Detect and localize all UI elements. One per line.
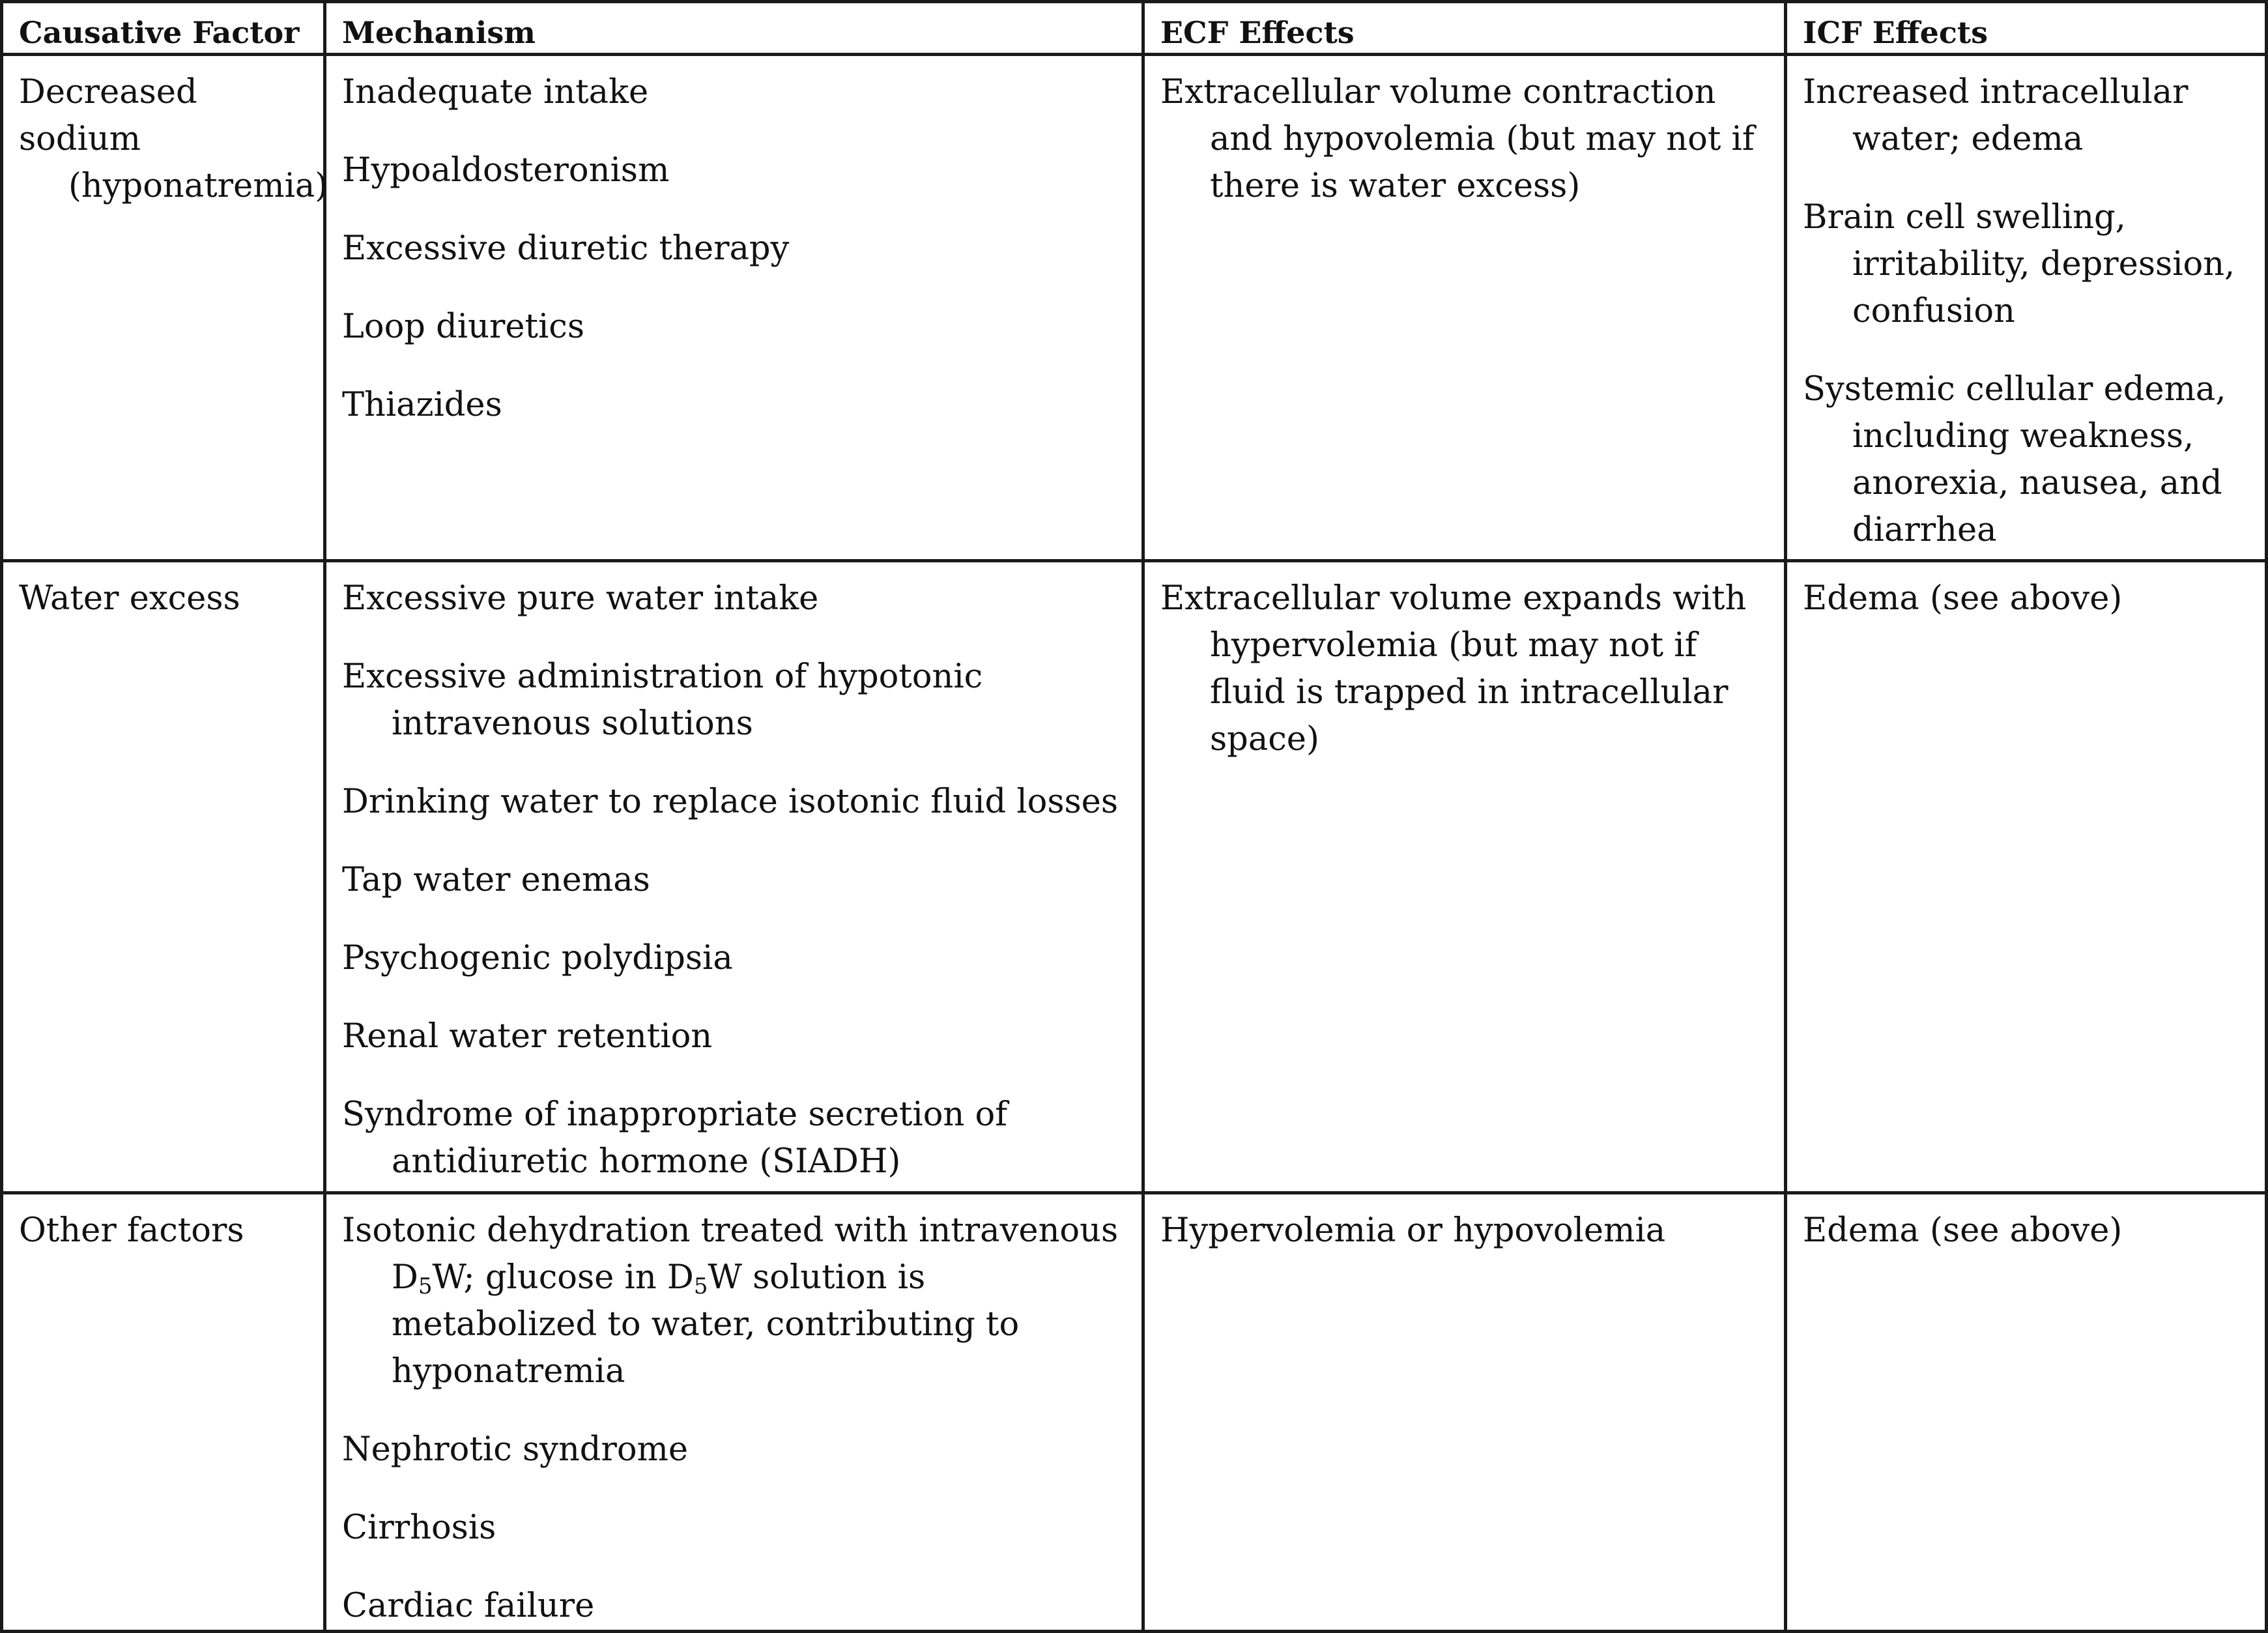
mechanism-item: Cirrhosis bbox=[342, 1509, 496, 1547]
icf-cell bbox=[1786, 1193, 2267, 1632]
mechanism-item: Excessive administration of hypotonic intravenous solutions bbox=[342, 658, 983, 743]
mechanism-cell bbox=[325, 1193, 1143, 1632]
mechanism-item: Nephrotic syndrome bbox=[342, 1430, 689, 1469]
icf-item: Edema (see above) bbox=[1803, 579, 2123, 618]
mechanism-item: Loop diuretics bbox=[342, 308, 585, 346]
ecf-cell bbox=[1143, 55, 1786, 561]
ecf-text: Extracellular volume contraction and hypovolemia (but may not if there is water excess) bbox=[1160, 73, 1755, 205]
mechanism-item: Excessive diuretic therapy bbox=[342, 229, 790, 268]
mechanism-item-d5w bbox=[342, 1207, 1135, 1395]
cause-cell bbox=[2, 1193, 325, 1632]
header-mechanism: Mechanism bbox=[325, 2, 1143, 55]
mechanism-item: Thiazides bbox=[342, 386, 502, 424]
mechanism-item: Cardiac failure bbox=[342, 1587, 595, 1625]
mechanism-item: Tap water enemas bbox=[342, 861, 650, 899]
mechanism-text: W; glucose in D bbox=[432, 1258, 694, 1297]
subscript: 5 bbox=[418, 1273, 433, 1299]
table-row bbox=[2, 55, 2267, 561]
ecf-cell bbox=[1143, 561, 1786, 1193]
icf-item: Edema (see above) bbox=[1803, 1211, 2123, 1250]
table-row bbox=[2, 561, 2267, 1193]
cause-text bbox=[19, 69, 328, 210]
icf-item: Brain cell swelling, irritability, depression, confusion bbox=[1803, 198, 2235, 330]
mechanism-text: W solution is metabolized to water, contributing to hyponatremia bbox=[392, 1258, 1020, 1391]
ecf-text: Extracellular volume expands with hypervolemia (but may not if fluid is trapped in intracellular space) bbox=[1160, 579, 1747, 759]
icf-item: Increased intracellular water; edema bbox=[1803, 73, 2189, 158]
icf-item: Systemic cellular edema, including weakness, anorexia, nausea, and diarrhea bbox=[1803, 370, 2226, 549]
mechanism-cell bbox=[325, 561, 1143, 1193]
header-causative-factor: Causative Factor bbox=[2, 2, 325, 55]
header-icf-effects: ICF Effects bbox=[1786, 2, 2267, 55]
subscript: 5 bbox=[693, 1273, 708, 1299]
mechanism-item: Drinking water to replace isotonic fluid losses bbox=[342, 783, 1119, 821]
cause-cell bbox=[2, 561, 325, 1193]
icf-cell bbox=[1786, 561, 2267, 1193]
mechanism-item: Excessive pure water intake bbox=[342, 579, 819, 618]
icf-cell bbox=[1786, 55, 2267, 561]
mechanism-item: Hypoaldosteronism bbox=[342, 151, 670, 190]
mechanism-item: Inadequate intake bbox=[342, 73, 649, 111]
ecf-text: Hypervolemia or hypovolemia bbox=[1160, 1211, 1666, 1250]
cause-line: (hyponatremia) bbox=[68, 167, 328, 205]
cause-text: Other factors bbox=[19, 1211, 244, 1250]
ecf-cell bbox=[1143, 1193, 1786, 1632]
mechanism-item: Psychogenic polydipsia bbox=[342, 939, 733, 977]
header-row bbox=[2, 2, 2267, 55]
mechanism-item: Renal water retention bbox=[342, 1017, 713, 1056]
mechanism-text: Isotonic dehydration treated with intravenous D bbox=[342, 1211, 1119, 1297]
cause-cell bbox=[2, 55, 328, 561]
mechanism-cell bbox=[325, 55, 1143, 561]
table-row bbox=[2, 1193, 2267, 1632]
cause-line: Decreased sodium bbox=[19, 73, 197, 158]
cause-text: Water excess bbox=[19, 579, 240, 618]
header-ecf-effects: ECF Effects bbox=[1143, 2, 1786, 55]
mechanism-item: Syndrome of inappropriate secretion of antidiuretic hormone (SIADH) bbox=[342, 1095, 1008, 1181]
